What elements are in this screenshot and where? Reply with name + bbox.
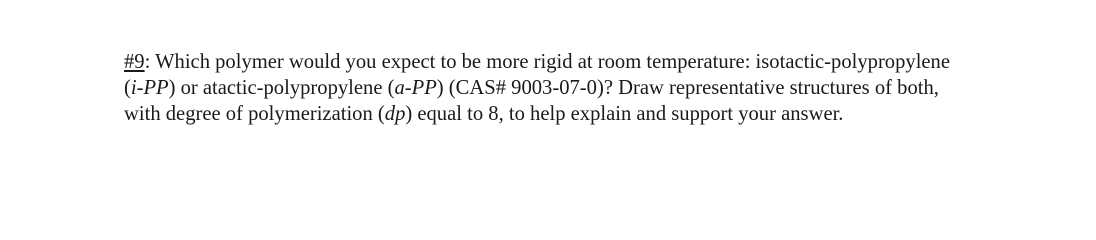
isotactic-abbreviation: i-PP [130,77,169,99]
question-line-3-rest: ) equal to 8, to help explain and support your answer. [405,103,844,125]
question-line-2-rest: ) (CAS# 9003-07-0)? Draw representative structures of both, [436,77,939,99]
atactic-abbreviation: a-PP [394,77,437,99]
question-text [124,49,1084,127]
question-number: #9 [124,51,145,73]
dp-abbreviation: dp [384,103,406,125]
question-line-1 [124,49,1084,75]
question-line-2 [124,75,1084,101]
question-line-2-mid: ) or atactic-polypropylene ( [168,77,395,99]
question-line-3-start: with degree of polymerization ( [124,103,385,125]
question-line-1-text: : Which polymer would you expect to be more rigid at room temperature: isotactic-polypropylene [144,51,950,73]
question-line-3 [124,101,1084,127]
paren-open: ( [124,77,131,99]
